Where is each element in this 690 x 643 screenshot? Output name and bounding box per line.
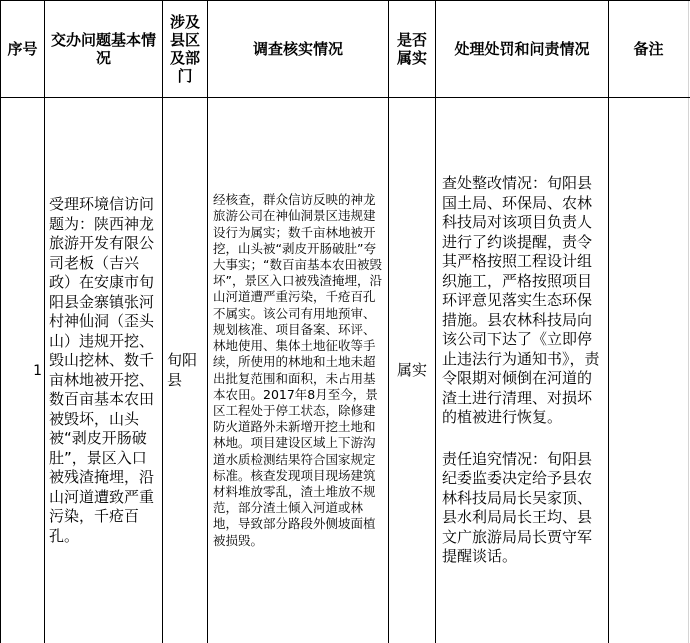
- row-issue-cell: [45, 98, 162, 643]
- row-dept-cell: [163, 98, 207, 643]
- header-dept-label: 涉及县区及部门: [169, 13, 200, 85]
- header-remark-label: 备注: [633, 40, 664, 58]
- header-seq: [1, 1, 44, 97]
- row-remark-cell: [609, 98, 688, 643]
- header-remark: [609, 1, 688, 97]
- header-issue-label: 交办问题基本情况: [51, 31, 157, 67]
- header-investigation: [208, 1, 388, 97]
- row-investigation-cell: [208, 98, 388, 643]
- row-investigation-text: 经核查，群众信访反映的神龙旅游公司在神仙洞景区违规建设行为属实；数千亩林地被开挖，山头被“剥皮开肠破肚”夸大事实；“数百亩基本农田被毁坏”，景区入口被残渣掩埋，沿山河道遭严重污染，千疮百孔不属实。该公司有用地预审、规划核准、项目备案、环评、林地使用、集体土地征收等手续，所使用的林地和土地未超出批复范围和面积，未占用基本农田。2017年8月至今，景区工程处于停工状态，除修建防火道路外未新增开挖土地和林地。项目建设区域上下游沟道水质检测结果符合国家规定标准。核查发现项目现场建筑材料堆放零乱，渣土堆放不规范，部分渣土倾入河道或林地，导致部分路段外侧坡面植被损毁。: [213, 192, 382, 548]
- row-handling-accountability-text: 责任追究情况：旬阳县纪委监委决定给予县农林科技局局长吴家顶、县水利局局长王均、县文广旅游局局长贾守军提醒谈话。: [442, 449, 593, 566]
- row-dept-text: 旬阳县: [167, 351, 198, 389]
- header-seq-label: 序号: [7, 40, 38, 58]
- row-verified-text: 属实: [396, 360, 427, 379]
- header-issue: [45, 1, 162, 97]
- header-verified-label: 是否属实: [396, 31, 427, 67]
- paragraph-spacer: [442, 428, 602, 450]
- row-seq: 1: [33, 362, 42, 379]
- row-issue-text: 受理环境信访问题为：陕西神龙旅游开发有限公司老板（吉兴政）在安康市旬阳县金寨镇张河村神仙洞（歪头山）违规开挖、毁山挖林、数千亩林地被开挖、数百亩基本农田被毁坏，山头被“剥皮开肠破肚”，景区入口被残渣掩埋，沿山河道遭致严重污染，千疮百孔。: [49, 195, 155, 545]
- row-handling-rectify-text: 查处整改情况：旬阳县国土局、环保局、农林科技局对该项目负责人进行了约谈提醒，责令其严格按照工程设计组织施工，严格按照项目环评意见落实生态环保措施。县农林科技局向该公司下达了《立即停止违法行为通知书》，责令限期对倾倒在河道的渣土进行清理、对损坏的植被进行恢复。: [442, 174, 600, 427]
- header-dept: [163, 1, 207, 97]
- header-verified: [389, 1, 435, 97]
- row-verified-cell: [389, 98, 435, 643]
- header-handling: [436, 1, 608, 97]
- header-investigation-label: 调查核实情况: [252, 40, 343, 58]
- row-handling-cell: [436, 98, 608, 643]
- header-handling-label: 处理处罚和问责情况: [454, 40, 590, 58]
- table-row: [1, 98, 44, 643]
